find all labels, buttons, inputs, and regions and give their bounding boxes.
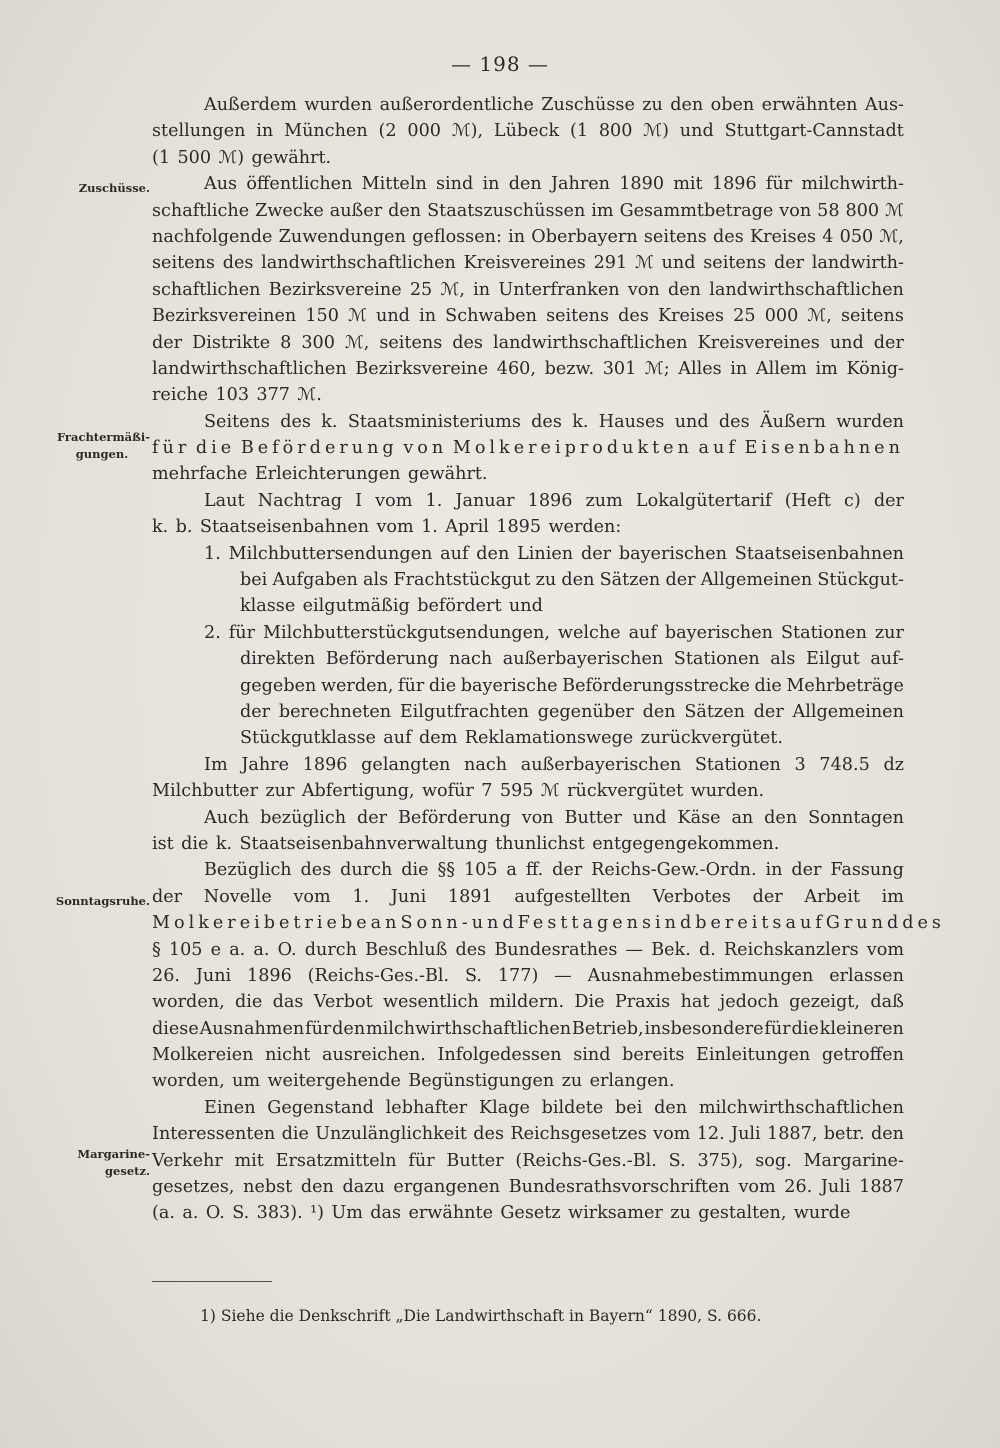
margin-note-frachtermaessigungen [40, 429, 150, 463]
text-line: 26. Juni 1896 (Reichs-Ges.-Bl. S. 177) — Ausnahmebestimmungen erlassen [152, 965, 904, 986]
text-line: bei Aufgaben als Frachtstückgut zu den Sätzen der Allgemeinen Stückgut- [240, 570, 904, 591]
text-line: der Distrikte 8 300 ℳ, seitens des landwirthschaftlichen Kreisvereines und der [152, 332, 904, 353]
page-number: — 198 — [451, 52, 549, 76]
text-line: der Novelle vom 1. Juni 1891 aufgestellten Verbotes der Arbeit im [152, 886, 904, 907]
text-line: Bezüglich des durch die §§ 105 a ff. der Reichs-Gew.-Ordn. in der Fassung [204, 860, 904, 881]
text-line: Verkehr mit Ersatzmitteln für Butter (Reichs-Ges.-Bl. S. 375), sog. Margarine- [152, 1150, 904, 1171]
text-line: stellungen in München (2 000 ℳ), Lübeck (1 800 ℳ) und Stuttgart-Cannstadt [152, 121, 904, 142]
text-line: klasse eilgutmäßig befördert und [240, 596, 543, 617]
text-line: nachfolgende Zuwendungen geflossen: in Oberbayern seitens des Kreises 4 050 ℳ, [152, 226, 904, 247]
text-line: worden, die das Verbot wesentlich mildern. Die Praxis hat jedoch gezeigt, daß [152, 992, 904, 1013]
margin-note-line: gungen. [75, 447, 129, 461]
text-line: diese Ausnahmen für den milchwirthschaftlichen Betrieb, insbesondere für die kleineren [152, 1018, 904, 1039]
text-line: gegeben werden, für die bayerische Beförderungsstrecke die Mehrbeträge [240, 675, 904, 696]
text-line: Aus öffentlichen Mitteln sind in den Jahren 1890 mit 1896 für milchwirth- [204, 174, 904, 195]
margin-note-sonntagsruhe: Sonntagsruhe. [55, 894, 150, 908]
text-line: Seitens des k. Staatsministeriums des k. Hauses und des Äußern wurden [204, 411, 904, 432]
text-line: 1. Milchbuttersendungen auf den Linien der bayerischen Staatseisenbahnen [204, 543, 904, 564]
text-line: Einen Gegenstand lebhafter Klage bildete bei den milchwirthschaftlichen [204, 1097, 904, 1118]
margin-note-line: gesetz. [105, 1164, 150, 1178]
text-line: Im Jahre 1896 gelangten nach außerbayerischen Stationen 3 748.5 dz [204, 754, 904, 775]
margin-note-zuschuesse: Zuschüsse. [78, 181, 150, 195]
text-line: direkten Beförderung nach außerbayerischen Stationen als Eilgut auf- [240, 649, 904, 670]
text-line: § 105 e a. a. O. durch Beschluß des Bundesrathes — Bek. d. Reichskanzlers vom [152, 939, 904, 960]
text-line: seitens des landwirthschaftlichen Kreisvereines 291 ℳ und seitens der landwirth- [152, 253, 904, 274]
text-line: 2. für Milchbutterstückgutsendungen, welche auf bayerischen Stationen zur [204, 622, 904, 643]
text-line: Bezirksvereinen 150 ℳ und in Schwaben seitens des Kreises 25 000 ℳ, seitens [152, 306, 904, 327]
footnote: 1) Siehe die Denkschrift „Die Landwirthschaft in Bayern“ 1890, S. 666. [200, 1307, 762, 1325]
text-line: Auch bezüglich der Beförderung von Butter und Käse an den Sonntagen [204, 807, 904, 828]
text-line: ist die k. Staatseisenbahnverwaltung thunlichst entgegengekommen. [152, 833, 780, 854]
text-line: reiche 103 377 ℳ. [152, 385, 322, 406]
text-line: schaftliche Zwecke außer den Staatszuschüssen im Gesammtbetrage von 58 800 ℳ [152, 200, 904, 221]
text-line: Interessenten die Unzulänglichkeit des Reichsgesetzes vom 12. Juli 1887, betr. den [152, 1124, 904, 1145]
text-line: Milchbutter zur Abfertigung, wofür 7 595 ℳ rückvergütet wurden. [152, 781, 765, 802]
text-line: gesetzes, nebst den dazu ergangenen Bundesrathsvorschriften vom 26. Juli 1887 [152, 1177, 904, 1198]
text-line: worden, um weitergehende Begünstigungen zu erlangen. [152, 1071, 675, 1092]
margin-note-margarinegesetz [40, 1146, 150, 1180]
margin-note-line: Margarine- [77, 1147, 150, 1161]
footnote-rule [152, 1281, 272, 1282]
text-line: für die Beförderung von Molkereiprodukten auf Eisenbahnen [152, 438, 904, 459]
text-line: schaftlichen Bezirksvereine 25 ℳ, in Unterfranken von den landwirthschaftlichen [152, 279, 904, 300]
text-line: (a. a. O. S. 383). ¹) Um das erwähnte Gesetz wirksamer zu gestalten, wurde [152, 1203, 851, 1224]
text-line: Laut Nachtrag I vom 1. Januar 1896 zum Lokalgütertarif (Heft c) der [204, 490, 904, 511]
text-line: Molkereien nicht ausreichen. Infolgedessen sind bereits Einleitungen getroffen [152, 1045, 904, 1066]
text-line: der berechneten Eilgutfrachten gegenüber den Sätzen der Allgemeinen [240, 701, 904, 722]
text-line: mehrfache Erleichterungen gewährt. [152, 464, 488, 485]
text-line: Molkereibetriebe an Sonn- und Festtagen sind bereits auf Grund des [152, 913, 945, 934]
margin-note-line: Frachtermäßi- [56, 430, 150, 444]
body-text [152, 92, 945, 1227]
text-line: Stückgutklasse auf dem Reklamationswege zurückvergütet. [240, 728, 783, 749]
text-line: (1 500 ℳ) gewährt. [152, 147, 332, 168]
text-line: landwirthschaftlichen Bezirksvereine 460, bezw. 301 ℳ; Alles in Allem im König- [152, 358, 904, 379]
text-line: Außerdem wurden außerordentliche Zuschüsse zu den oben erwähnten Aus- [204, 95, 904, 115]
text-line: k. b. Staatseisenbahnen vom 1. April 1895 werden: [152, 517, 622, 538]
